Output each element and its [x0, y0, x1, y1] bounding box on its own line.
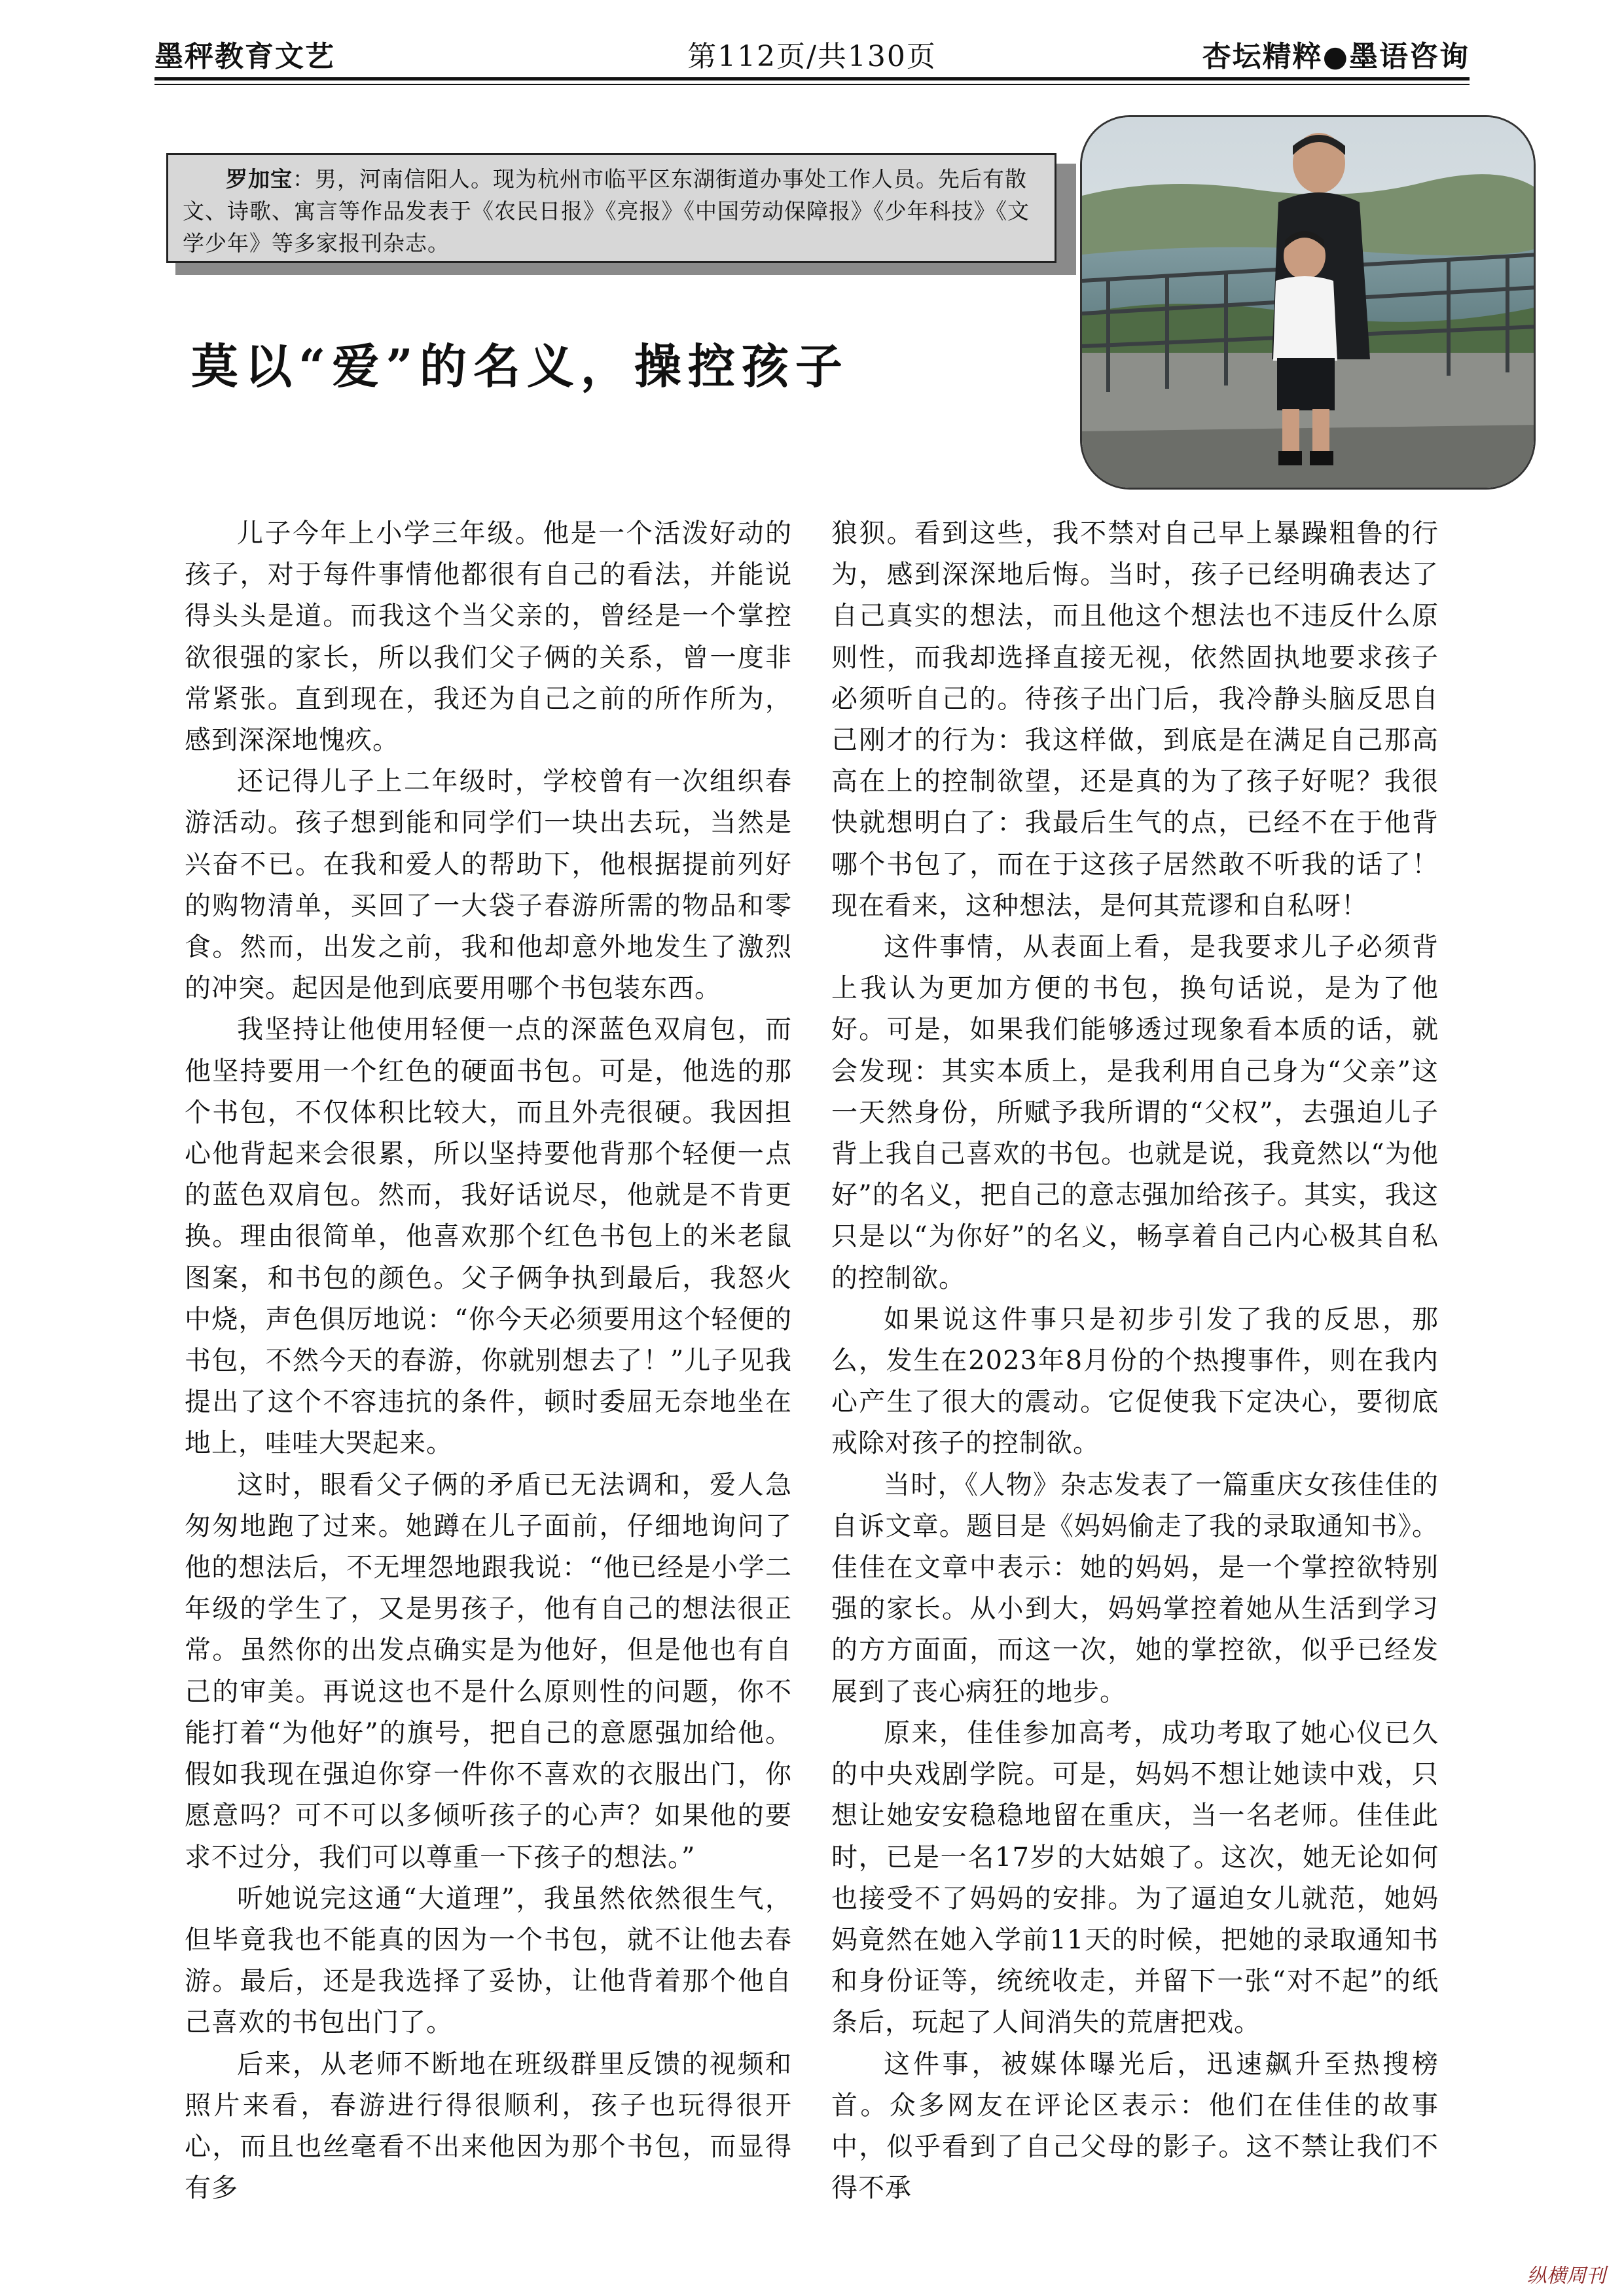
paragraph: 后来，从老师不断地在班级群里反馈的视频和照片来看，春游进行得很顺利，孩子也玩得很开心，而且也丝毫看不出来他因为那个书包，而显得有多: [185, 2049, 792, 2204]
article-column-right: [831, 513, 1439, 2209]
header-magazine-name: 墨秤教育文艺: [154, 40, 335, 73]
paragraph: 当时，《人物》杂志发表了一篇重庆女孩佳佳的自诉文章。题目是《妈妈偷走了我的录取通知书》。佳佳在文章中表示：她的妈妈，是一个掌控欲特别强的家长。从小到大，妈妈掌控着她从生活到学习的方方面面，而这一次，她的掌控欲，似乎已经发展到了丧心病狂的地步。: [831, 1469, 1439, 1707]
paragraph: 听她说完这通“大道理”，我虽然依然很生气，但毕竟我也不能真的因为一个书包，就不让他去春游。最后，还是我选择了妥协，让他背着那个他自己喜欢的书包出门了。: [185, 1883, 792, 2038]
paragraph: 狼狈。看到这些，我不禁对自己早上暴躁粗鲁的行为，感到深深地后悔。当时，孩子已经明确表达了自己真实的想法，而且他这个想法也不违反什么原则性，而我却选择直接无视，依然固执地要求孩子必须听自己的。待孩子出门后，我冷静头脑反思自己刚才的行为：我这样做，到底是在满足自己那高高在上的控制欲望，还是真的为了孩子好呢？我很快就想明白了：我最后生气的点，已经不在于他背哪个书包了，而在于这孩子居然敢不听我的话了！现在看来，这种想法，是何其荒谬和自私呀！: [831, 518, 1439, 921]
header-page-number: 第112页/共130页: [687, 40, 937, 73]
author-bio-text: ：男，河南信阳人。现为杭州市临平区东湖街道办事处工作人员。先后有散文、诗歌、寓言等作品发表于《农民日报》《亮报》《中国劳动保障报》《少年科技》《文学少年》等多家报刊杂志。: [183, 166, 1030, 256]
paragraph: 这时，眼看父子俩的矛盾已无法调和，爱人急匆匆地跑了过来。她蹲在儿子面前，仔细地询问了他的想法后，不无埋怨地跟我说：“他已经是小学二年级的学生了，又是男孩子，他有自己的想法很正常。虽然你的出发点确实是为他好，但是他也有自己的审美。再说这也不是什么原则性的问题，你不能打着“为他好”的旗号，把自己的意愿强加给他。假如我现在强迫你穿一件你不喜欢的衣服出门，你愿意吗？可不可以多倾听孩子的心声？如果他的要求不过分，我们可以尊重一下孩子的想法。”: [185, 1469, 792, 1873]
author-bio-box: [166, 153, 1056, 263]
paragraph: 原来，佳佳参加高考，成功考取了她心仪已久的中央戏剧学院。可是，妈妈不想让她读中戏，只想让她安安稳稳地留在重庆，当一名老师。佳佳此时，已是一名17岁的大姑娘了。这次，她无论如何也接受不了妈妈的安排。为了逼迫女儿就范，她妈妈竟然在她入学前11天的时候，把她的录取通知书和身份证等，统统收走，并留下一张“对不起”的纸条后，玩起了人间消失的荒唐把戏。: [831, 1717, 1439, 2038]
author-photo-image: [1082, 117, 1536, 490]
paragraph: 这件事，被媒体曝光后，迅速飙升至热搜榜首。众多网友在评论区表示：他们在佳佳的故事中，似乎看到了自己父母的影子。这不禁让我们不得不承: [831, 2049, 1439, 2204]
paragraph: 这件事情，从表面上看，是我要求儿子必须背上我认为更加方便的书包，换句话说，是为了他好。可是，如果我们能够透过现象看本质的话，就会发现：其实本质上，是我利用自己身为“父亲”这一天然身份，所赋予我所谓的“父权”，去强迫儿子背上我自己喜欢的书包。也就是说，我竟然以“为他好”的名义，把自己的意志强加给孩子。其实，我这只是以“为你好”的名义，畅享着自己内心极其自私的控制欲。: [831, 932, 1439, 1293]
author-photo: [1080, 115, 1536, 490]
header-rule: [154, 77, 1470, 81]
header-section-name: 杏坛精粹●墨语咨询: [1202, 40, 1470, 73]
publisher-watermark: 纵横周刊: [1527, 2265, 1606, 2287]
paragraph: 儿子今年上小学三年级。他是一个活泼好动的孩子，对于每件事情他都很有自己的看法，并能说得头头是道。而我这个当父亲的，曾经是一个掌控欲很强的家长，所以我们父子俩的关系，曾一度非常紧张。直到现在，我还为自己之前的所作所为，感到深深地愧疚。: [185, 518, 792, 756]
author-name: 罗加宝: [226, 166, 293, 192]
header-rule-thin: [154, 84, 1470, 85]
paragraph: 如果说这件事只是初步引发了我的反思，那么，发生在2023年8月份的个热搜事件，则在我内心产生了很大的震动。它促使我下定决心，要彻底戒除对孩子的控制欲。: [831, 1304, 1439, 1459]
page-header: [154, 25, 1470, 84]
article-column-left: [185, 513, 792, 2209]
paragraph: 我坚持让他使用轻便一点的深蓝色双肩包，而他坚持要用一个红色的硬面书包。可是，他选的那个书包，不仅体积比较大，而且外壳很硬。我因担心他背起来会很累，所以坚持要他背那个轻便一点的蓝色双肩包。然而，我好话说尽，他就是不肯更换。理由很简单，他喜欢那个红色书包上的米老鼠图案，和书包的颜色。父子俩争执到最后，我怒火中烧，声色俱厉地说：“你今天必须要用这个轻便的书包，不然今天的春游，你就别想去了！”儿子见我提出了这个不容违抗的条件，顿时委屈无奈地坐在地上，哇哇大哭起来。: [185, 1014, 792, 1459]
article-title: 莫以“爱”的名义，操控孩子: [191, 338, 849, 394]
paragraph: 还记得儿子上二年级时，学校曾有一次组织春游活动。孩子想到能和同学们一块出去玩，当然是兴奋不已。在我和爱人的帮助下，他根据提前列好的购物清单，买回了一大袋子春游所需的物品和零食。然而，出发之前，我和他却意外地发生了激烈的冲突。起因是他到底要用哪个书包装东西。: [185, 766, 792, 1004]
